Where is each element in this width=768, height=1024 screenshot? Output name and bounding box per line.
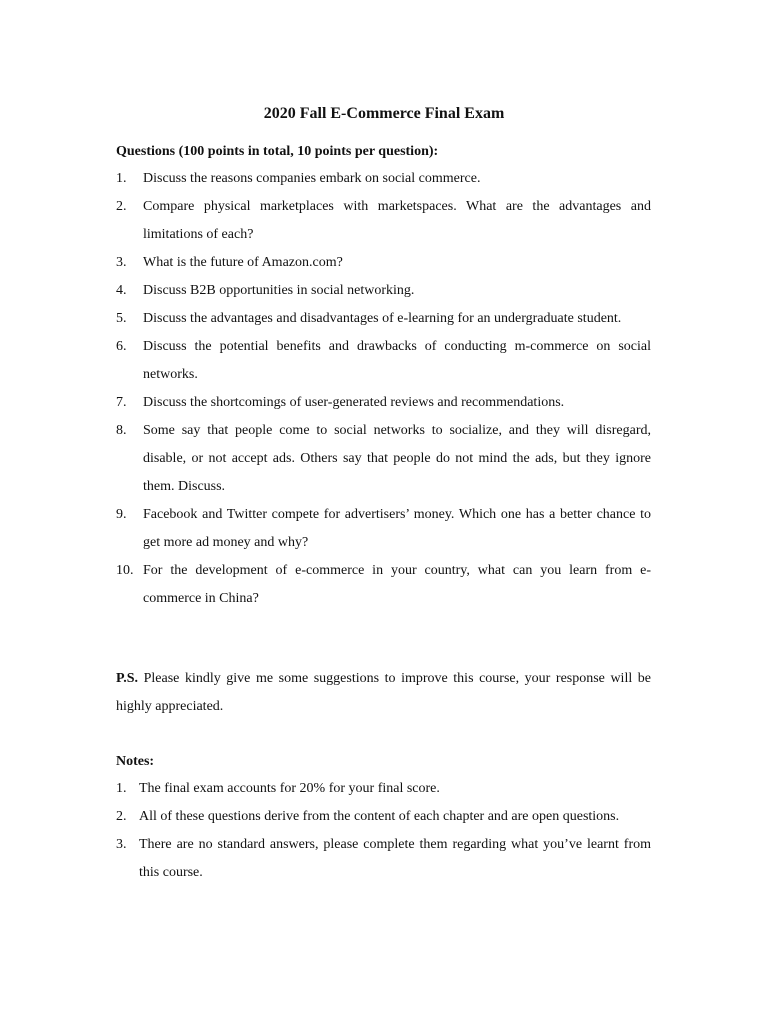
question-item — [0, 389, 651, 417]
question-item — [0, 417, 651, 501]
note-text: The final exam accounts for 20% for your final score. — [139, 781, 440, 796]
question-text: For the development of e-commerce in your country, what can you learn from e-commerce in China? — [143, 563, 651, 606]
question-item — [0, 305, 651, 333]
question-number: 3. — [116, 255, 127, 270]
questions-heading: Questions (100 points in total, 10 points per question): — [116, 144, 439, 159]
question-item — [0, 249, 651, 277]
question-number: 7. — [116, 395, 127, 410]
question-text: Compare physical marketplaces with marketspaces. What are the advantages and limitations of each? — [143, 199, 651, 242]
question-item — [0, 165, 651, 193]
note-text: There are no standard answers, please complete them regarding what you’ve learnt from this course. — [139, 837, 651, 880]
note-item — [0, 803, 651, 831]
question-number: 9. — [116, 507, 127, 522]
question-number: 10. — [116, 563, 134, 578]
questions-list — [0, 165, 651, 613]
note-number: 2. — [116, 809, 127, 824]
question-number: 5. — [116, 311, 127, 326]
question-number: 6. — [116, 339, 127, 354]
question-number: 1. — [116, 171, 127, 186]
question-number: 2. — [116, 199, 127, 214]
exam-title: 2020 Fall E-Commerce Final Exam — [263, 105, 505, 122]
question-item — [0, 193, 651, 249]
question-text: Discuss the advantages and disadvantages of e-learning for an undergraduate student. — [143, 311, 622, 326]
question-text: Some say that people come to social networks to socialize, and they will disregard, disable, or not accept ads. Others say that people do not mind the ads, but they ignore them. Discuss. — [143, 423, 651, 494]
question-text: Discuss the potential benefits and drawbacks of conducting m-commerce on social networks. — [143, 339, 651, 382]
note-item — [0, 775, 651, 803]
question-text: Discuss B2B opportunities in social networking. — [143, 283, 415, 298]
question-number: 8. — [116, 423, 127, 438]
question-item — [0, 277, 651, 305]
notes-list — [0, 775, 651, 887]
question-text: Discuss the shortcomings of user-generated reviews and recommendations. — [143, 395, 565, 410]
note-item — [0, 831, 651, 887]
notes-heading: Notes: — [116, 754, 155, 769]
question-text: Facebook and Twitter compete for advertisers’ money. Which one has a better chance to get more ad money and why? — [143, 507, 651, 550]
note-text: All of these questions derive from the content of each chapter and are open questions. — [139, 809, 620, 824]
note-number: 1. — [116, 781, 127, 796]
note-number: 3. — [116, 837, 127, 852]
question-item — [0, 501, 651, 557]
ps-paragraph — [116, 665, 651, 721]
ps-label: P.S. — [116, 671, 139, 686]
question-text: Discuss the reasons companies embark on social commerce. — [143, 171, 481, 186]
question-item — [0, 333, 651, 389]
ps-text: Please kindly give me some suggestions to improve this course, your response will be highly appreciated. — [116, 671, 652, 714]
question-text: What is the future of Amazon.com? — [143, 255, 343, 270]
question-number: 4. — [116, 283, 127, 298]
question-item — [0, 557, 651, 613]
